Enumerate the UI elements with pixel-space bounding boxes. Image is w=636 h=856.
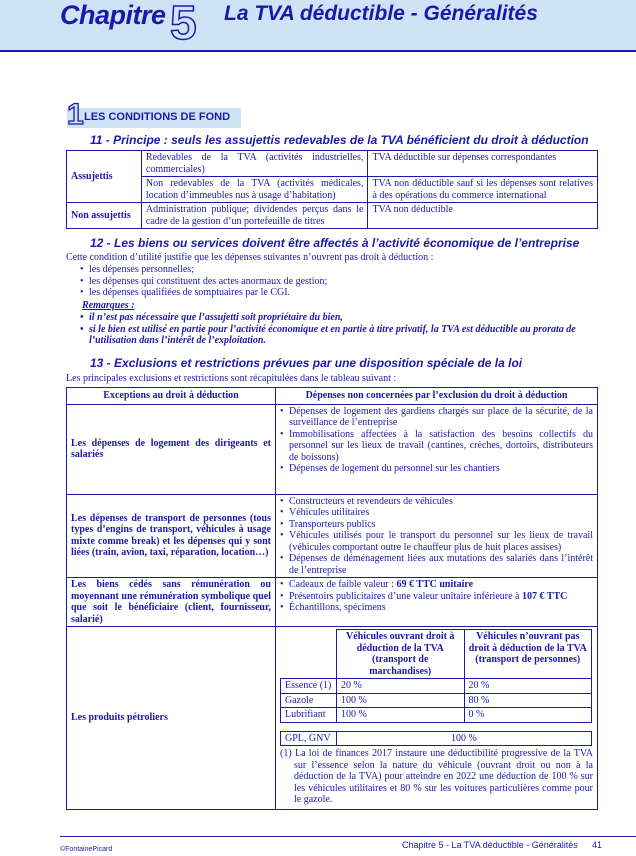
gpl-name: GPL, GNV (281, 731, 337, 746)
list-item: • Véhicules utilisés pour le transport du personnel sur les lieux de travail (véhicules comportant outre le chauffeur plus de huit places assises) (280, 530, 593, 553)
cell-redevables: Redevables de la TVA (activités industrielles, commerciales) (141, 151, 368, 177)
list-item (280, 579, 593, 591)
fuel-rate-b: 0 % (464, 708, 591, 723)
header-rule (0, 50, 636, 52)
heading-13: 13 - Exclusions et restrictions prévues par une disposition spéciale de la loi (90, 356, 523, 370)
cell-petroliers (276, 627, 598, 810)
cell-logement-list (276, 404, 598, 494)
remark-item: • si le bien est utilisé en partie pour l’activité économique et en partie à titre privatif, la TVA est déductible au prorata de l’utilisation dans l’intérêt de l’exploitation. (80, 324, 604, 347)
fuel-col-deductible: Véhicules ouvrant droit à déduction de la TVA (transport de marchandises) (336, 630, 464, 679)
presentoirs-value: 107 € TTC (521, 590, 568, 602)
copyright: ©FontainePicard (60, 846, 113, 853)
section-label: LES CONDITIONS DE FOND (84, 111, 231, 123)
gpl-rate: 100 % (336, 731, 591, 746)
fuel-name: Essence (1) (281, 679, 337, 694)
list-item: • Échantillons, spécimens (280, 602, 593, 614)
s12-list (80, 264, 600, 299)
cell-non-redevables: Non redevables de la TVA (activités médicales, location d’immeubles nus à usage d’habitation) (141, 177, 368, 203)
row-petroliers: Les produits pétroliers (67, 627, 276, 810)
fuel-name: Lubrifiant (281, 708, 337, 723)
list-item (280, 591, 593, 603)
list-item: • les dépenses qui constituent des actes anormaux de gestion; (80, 276, 600, 288)
list-item: • Dépenses de logement des gardiens chargés sur place de la sécurité, de la surveillance de l’entreprise (280, 406, 593, 429)
list-item: • les dépenses personnelles; (80, 264, 600, 276)
cell-administration-tva: TVA non déductible (368, 203, 598, 229)
cadeaux-label: Cadeaux de faible valeur : (289, 579, 397, 590)
cell-administration: Administration publique; dividendes perçus dans le cadre de la gestion d’un portefeuille de titres (141, 203, 368, 229)
list-item: • Transporteurs publics (280, 519, 593, 531)
chapter-word: Chapitre (60, 0, 166, 30)
footer-chapter: Chapitre 5 - La TVA déductible - Généralités (402, 840, 578, 850)
footer-rule (60, 836, 636, 837)
col-exceptions: Exceptions au droit à déduction (67, 388, 276, 405)
col-non-concernees: Dépenses non concernées par l’exclusion du droit à déduction (276, 388, 598, 405)
list-item: • Véhicules utilitaires (280, 507, 593, 519)
fuel-rate-a: 100 % (336, 708, 464, 723)
page-number: 41 (592, 840, 603, 850)
exclusions-table (66, 387, 598, 810)
fuel-name: Gazole (281, 693, 337, 708)
list-item: • Dépenses de déménagement liées aux mutations des salariés dans l’intérêt de l’entreprise (280, 553, 593, 576)
row-biens-cedes: Les biens cédés sans rémunération ou moyennant une rémunération symbolique quel que soit le bénéficiaire (client, fournisseur, salarié) (67, 578, 276, 627)
list-item: • les dépenses qualifiées de somptuaires par le CGI. (80, 287, 600, 299)
section-number: 1 (67, 98, 84, 131)
row-logement: Les dépenses de logement des dirigeants et salariés (67, 404, 276, 494)
heading-12: 12 - Les biens ou services doivent être affectés à l’activité économique de l’entreprise (90, 236, 580, 250)
gpl-table (280, 731, 592, 747)
list-item: • Dépenses de logement du personnel sur les chantiers (280, 463, 593, 475)
fuel-rate-b: 80 % (464, 693, 591, 708)
label-non-assujettis: Non assujettis (67, 203, 142, 229)
list-item: • Constructeurs et revendeurs de véhicules (280, 496, 593, 508)
heading-11: 11 - Principe : seuls les assujettis redevables de la TVA bénéficient du droit à déduction (90, 133, 589, 147)
cell-transport-list (276, 494, 598, 578)
row-transport: Les dépenses de transport de personnes (tous types d’engins de transport, véhicules à usage mixte comme break) et les dépenses qui y sont liées (train, avion, taxi, réparation, location…) (67, 494, 276, 578)
fuel-rate-b: 20 % (464, 679, 591, 694)
cadeaux-value: 69 € TTC unitaire (396, 579, 474, 590)
s12-intro: Cette condition d’utilité justifie que les dépenses suivantes n’ouvrent pas droit à déduction : (66, 252, 434, 263)
label-assujettis: Assujettis (67, 151, 142, 203)
fuel-rate-a: 100 % (336, 693, 464, 708)
cell-biens-cedes-list (276, 578, 598, 627)
page-title: La TVA déductible - Généralités (224, 2, 538, 25)
remarks-list (80, 312, 604, 347)
remark-item: • il n’est pas nécessaire que l’assujetti soit propriétaire du bien, (80, 312, 604, 324)
fuel-col-non-deductible: Véhicules n’ouvrant pas droit à déduction de la TVA (transport de personnes) (464, 630, 591, 679)
cell-non-redevables-tva: TVA non déductible sauf si les dépenses sont relatives à des opérations du commerce international (368, 177, 598, 203)
chapter-number: 5 (170, 0, 197, 50)
fuel-note: (1) La loi de finances 2017 instaure une déductibilité progressive de la TVA sur l’essence selon la nature du véhicule (ouvrant droit ou non à la déduction de la TVA) pour atteindre en 2022 une déduction de 100 % sur les véhicules utilitaires et 80 % sur les voitures particulières comme pour le gazole. (280, 748, 593, 805)
cell-redevables-tva: TVA déductible sur dépenses correspondantes (368, 151, 598, 177)
fuel-rate-a: 20 % (336, 679, 464, 694)
presentoirs-label: Présentoirs publicitaires d’une valeur unitaire inférieure à (289, 590, 522, 602)
conditions-table (66, 150, 598, 229)
remarks-title: Remarques : (82, 300, 135, 311)
s13-intro: Les principales exclusions et restrictions sont récapitulées dans le tableau suivant : (66, 373, 397, 384)
fuel-table (280, 629, 592, 723)
list-item: • Immobilisations affectées à la satisfaction des besoins collectifs du personnel sur les lieux de travail (cantines, crèches, dortoirs, distributeurs de boissons) (280, 429, 593, 464)
